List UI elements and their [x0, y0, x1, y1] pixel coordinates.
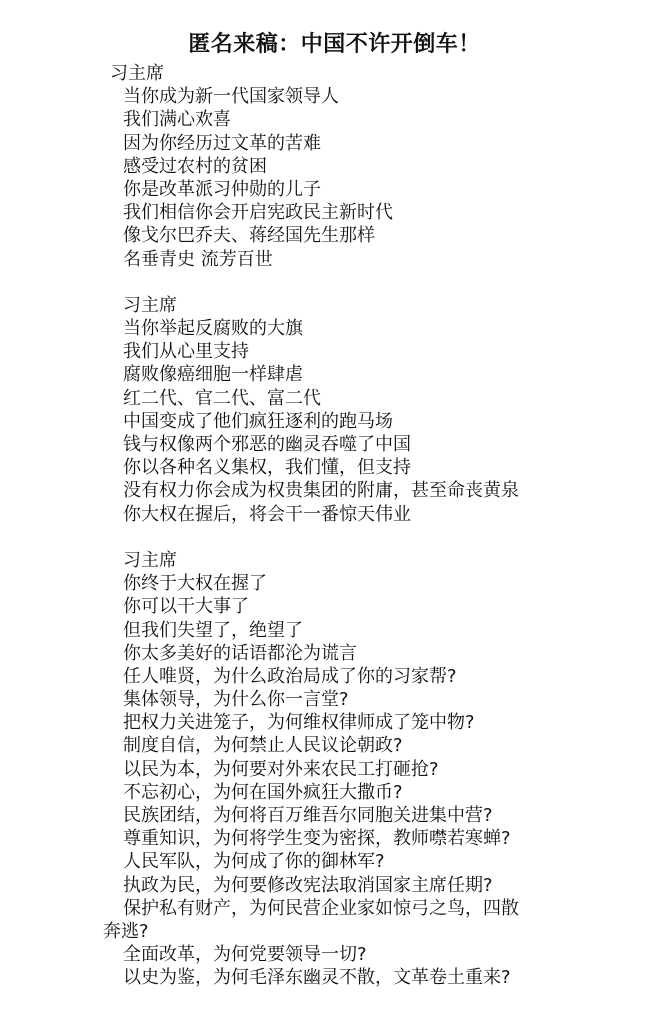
poem-line: 保护私有财产，为何民营企业家如惊弓之鸟，四散 [123, 897, 519, 919]
poem-line: 因为你经历过文革的苦难 [123, 132, 321, 154]
poem-line: 以史为鉴，为何毛泽东幽灵不散，文革卷土重来? [123, 967, 511, 989]
poem-line: 你可以干大事了 [123, 596, 249, 618]
poem-line: 我们从心里支持 [123, 341, 249, 363]
stanza-3-heading: 习主席 [123, 549, 177, 571]
stanza-2-heading: 习主席 [123, 294, 177, 316]
poem-body [0, 62, 669, 990]
poem-line: 执政为民，为何要修改宪法取消国家主席任期? [123, 874, 493, 896]
document-title: 匿名来稿：中国不许开倒车！ [188, 32, 481, 57]
poem-line: 你终于大权在握了 [123, 573, 267, 595]
poem-line: 人民军队，为何成了你的御林军? [123, 851, 385, 873]
stanza-1-heading: 习主席 [110, 63, 164, 84]
poem-line: 当你成为新一代国家领导人 [123, 86, 339, 108]
poem-line: 民族团结，为何将百万维吾尔同胞关进集中营? [123, 805, 493, 826]
poem-line: 把权力关进笼子，为何维权律师成了笼中物? [123, 712, 475, 734]
poem-line: 但我们失望了，绝望了 [123, 619, 303, 641]
poem-line: 全面改革，为何党要领导一切? [123, 944, 367, 966]
stanza-gap [0, 271, 669, 294]
stanza-gap [0, 526, 669, 549]
poem-line: 集体领导，为什么你一言堂? [123, 689, 349, 711]
poem-line: 没有权力你会成为权贵集团的附庸，甚至命丧黄泉 [123, 480, 519, 502]
poem-line: 我们相信你会开启宪政民主新时代 [123, 202, 393, 224]
poem-line: 钱与权像两个邪恶的幽灵吞噬了中国 [123, 434, 411, 455]
poem-line: 以民为本，为何要对外来农民工打砸抢? [123, 758, 439, 780]
poem-line-wrapped: 奔逃? [103, 920, 149, 942]
poem-line: 像戈尔巴乔夫、蒋经国先生那样 [123, 225, 375, 247]
poem-line: 感受过农村的贫困 [123, 155, 267, 177]
poem-line: 制度自信，为何禁止人民议论朝政? [123, 735, 403, 757]
poem-line: 不忘初心，为何在国外疯狂大撒币? [123, 781, 403, 803]
poem-line: 腐败像癌细胞一样肆虐 [123, 364, 303, 386]
poem-line: 你以各种名义集权，我们懂，但支持 [123, 457, 411, 479]
poem-line: 你大权在握后，将会干一番惊天伟业 [123, 503, 411, 525]
poem-line: 名垂青史 流芳百世 [123, 248, 273, 270]
poem-line: 你是改革派习仲勋的儿子 [123, 178, 321, 200]
poem-line: 红二代、官二代、富二代 [123, 387, 321, 409]
poem-line: 你太多美好的话语都沦为谎言 [123, 642, 357, 664]
poem-line: 中国变成了他们疯狂逐利的跑马场 [123, 410, 393, 432]
poem-line: 任人唯贤，为什么政治局成了你的习家帮? [123, 665, 457, 687]
poem-line: 尊重知识，为何将学生变为密探，教师噤若寒蝉? [123, 828, 511, 850]
poem-line: 我们满心欢喜 [123, 109, 231, 131]
poem-line: 当你举起反腐败的大旗 [123, 318, 303, 340]
